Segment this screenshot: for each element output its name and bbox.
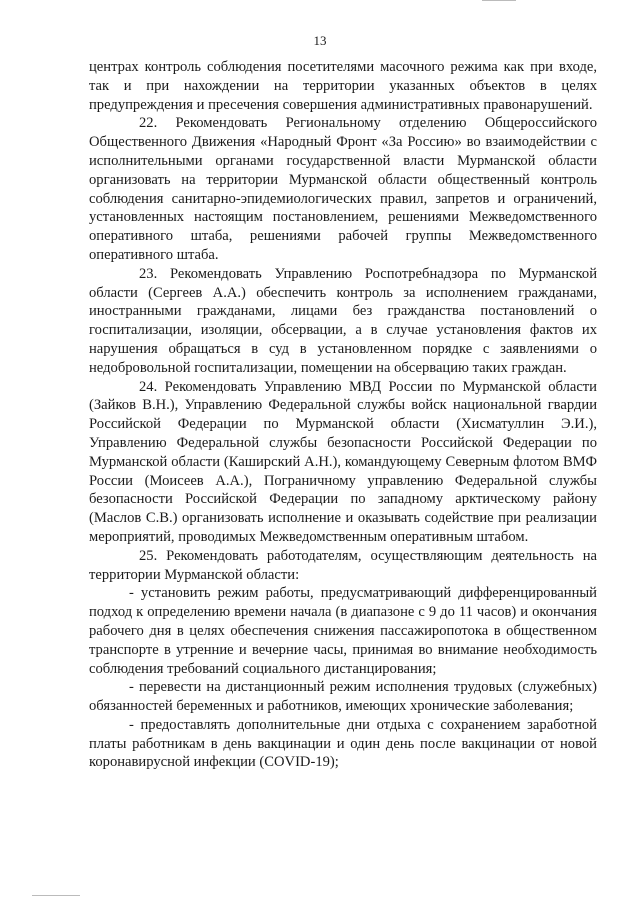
scan-mark-top xyxy=(482,0,516,1)
list-item-work-schedule: - установить режим работы, предусматривающий дифференцированный подход к определению времени начала (в диапазоне с 9 до 11 часов) и окончания рабочего дня в целях обеспечения снижения пассажиропотока в общественном транспорте в утренние и вечерние часы, принимая во внимание необходимость соблюдения требований социального дистанцирования; xyxy=(89,585,597,677)
paragraph-continuation: центрах контроль соблюдения посетителями масочного режима как при входе, так и при нахождении на территории указанных объектов в целях предупреждения и пресечения совершения административных правонарушений. xyxy=(89,59,597,113)
document-body xyxy=(89,58,597,772)
list-item-vaccination-days: - предоставлять дополнительные дни отдыха с сохранением заработной платы работникам в день вакцинации и один день после вакцинации от новой коронавирусной инфекции (COVID-19); xyxy=(89,716,597,771)
page-number: 13 xyxy=(313,33,327,48)
paragraph-25: 25. Рекомендовать работодателям, осуществляющим деятельность на территории Мурманской области: xyxy=(89,547,597,583)
paragraph-22: 22. Рекомендовать Региональному отделению Общероссийского Общественного Движения «Народный Фронт «За Россию» во взаимодействии с исполнительными органами государственной власти Мурманской области организовать на территории Мурманской области общественный контроль соблюдения санитарно-эпидемиологических правил, запретов и ограничений, установленных настоящим постановлением, решениями Межведомственного оперативного штаба, решениями рабочей группы Межведомственного оперативного штаба. xyxy=(89,115,597,263)
paragraph-23: 23. Рекомендовать Управлению Роспотребнадзора по Мурманской области (Сергеев А.А.) обеспечить контроль за исполнением гражданами, иностранными гражданами, лицами без гражданства постановлений о госпитализации, изоляции, обсервации, а в случае установления фактов их нарушения обращаться в суд в установленном порядке с заявлениями о недобровольной госпитализации, помещении на обсервацию таких граждан. xyxy=(89,265,597,376)
paragraph-24: 24. Рекомендовать Управлению МВД России по Мурманской области (Зайков В.Н.), Управлению Федеральной службы войск национальной гвардии Российской Федерации по Мурманской области (Хисматуллин Э.И.), Управлению Федеральной службы безопасности Российской Федерации по Мурманской области (Каширский А.Н.), командующему Северным флотом ВМФ России (Моисеев А.А.), Пограничному управлению Федеральной службы безопасности Российской Федерации по западному арктическому району (Маслов С.В.) организовать исполнение и оказывать содействие при реализации мероприятий, проводимых Межведомственным оперативным штабом. xyxy=(89,378,597,545)
scan-mark-bottom xyxy=(32,895,80,896)
list-item-remote-work: - перевести на дистанционный режим исполнения трудовых (служебных) обязанностей беременных и работников, имеющих хронические заболевания; xyxy=(89,679,597,715)
